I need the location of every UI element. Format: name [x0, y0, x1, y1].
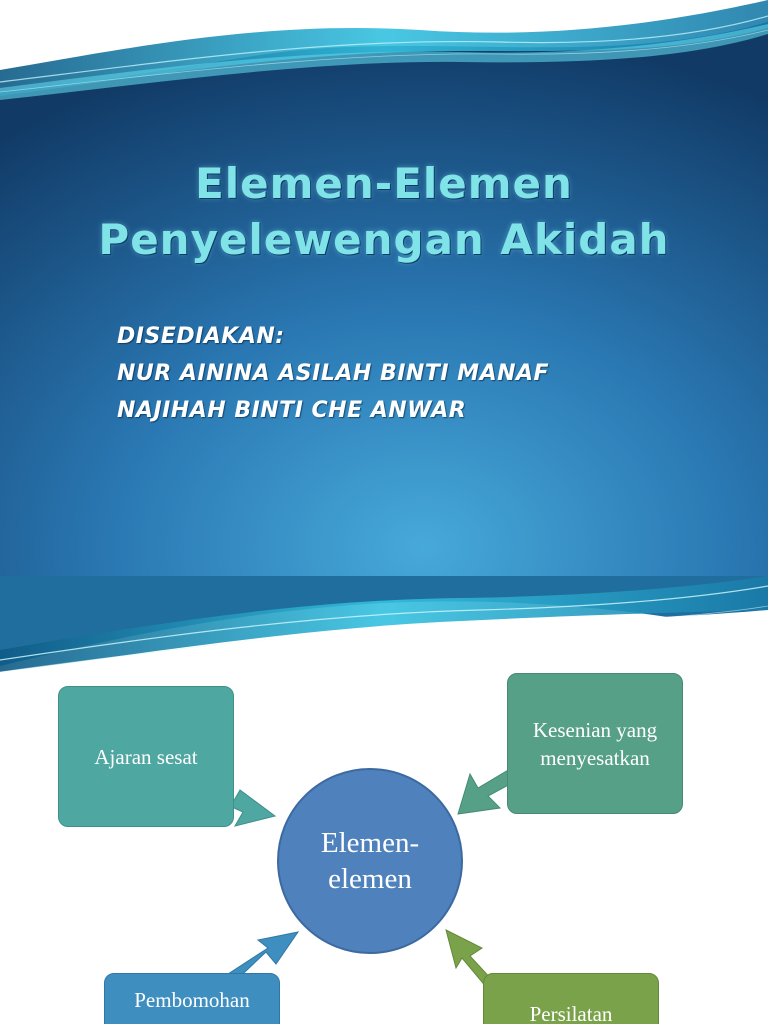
byline-label: DISEDIAKAN: — [117, 324, 285, 349]
node-label: Kesenian yang menyesatkan — [532, 717, 658, 770]
node-label: Persilatan — [529, 1002, 613, 1024]
slide-title — [0, 156, 768, 268]
center-label: Elemen-elemen — [320, 827, 420, 895]
node-pembomohan — [104, 973, 280, 1024]
node-ajaran-sesat — [58, 686, 234, 827]
diagram-slide — [0, 576, 768, 1024]
center-node — [277, 768, 463, 954]
title-line-2: Penyelewengan Akidah — [98, 215, 670, 264]
node-label: Pembomohan — [134, 988, 250, 1012]
author-1: NUR AININA ASILAH BINTI MANAF — [117, 361, 550, 386]
node-kesenian — [507, 673, 683, 814]
title-line-1: Elemen-Elemen — [195, 159, 573, 208]
author-2: NAJIHAH BINTI CHE ANWAR — [117, 398, 467, 423]
node-label: Ajaran sesat — [94, 744, 198, 769]
byline — [117, 318, 549, 429]
node-persilatan — [483, 973, 659, 1024]
